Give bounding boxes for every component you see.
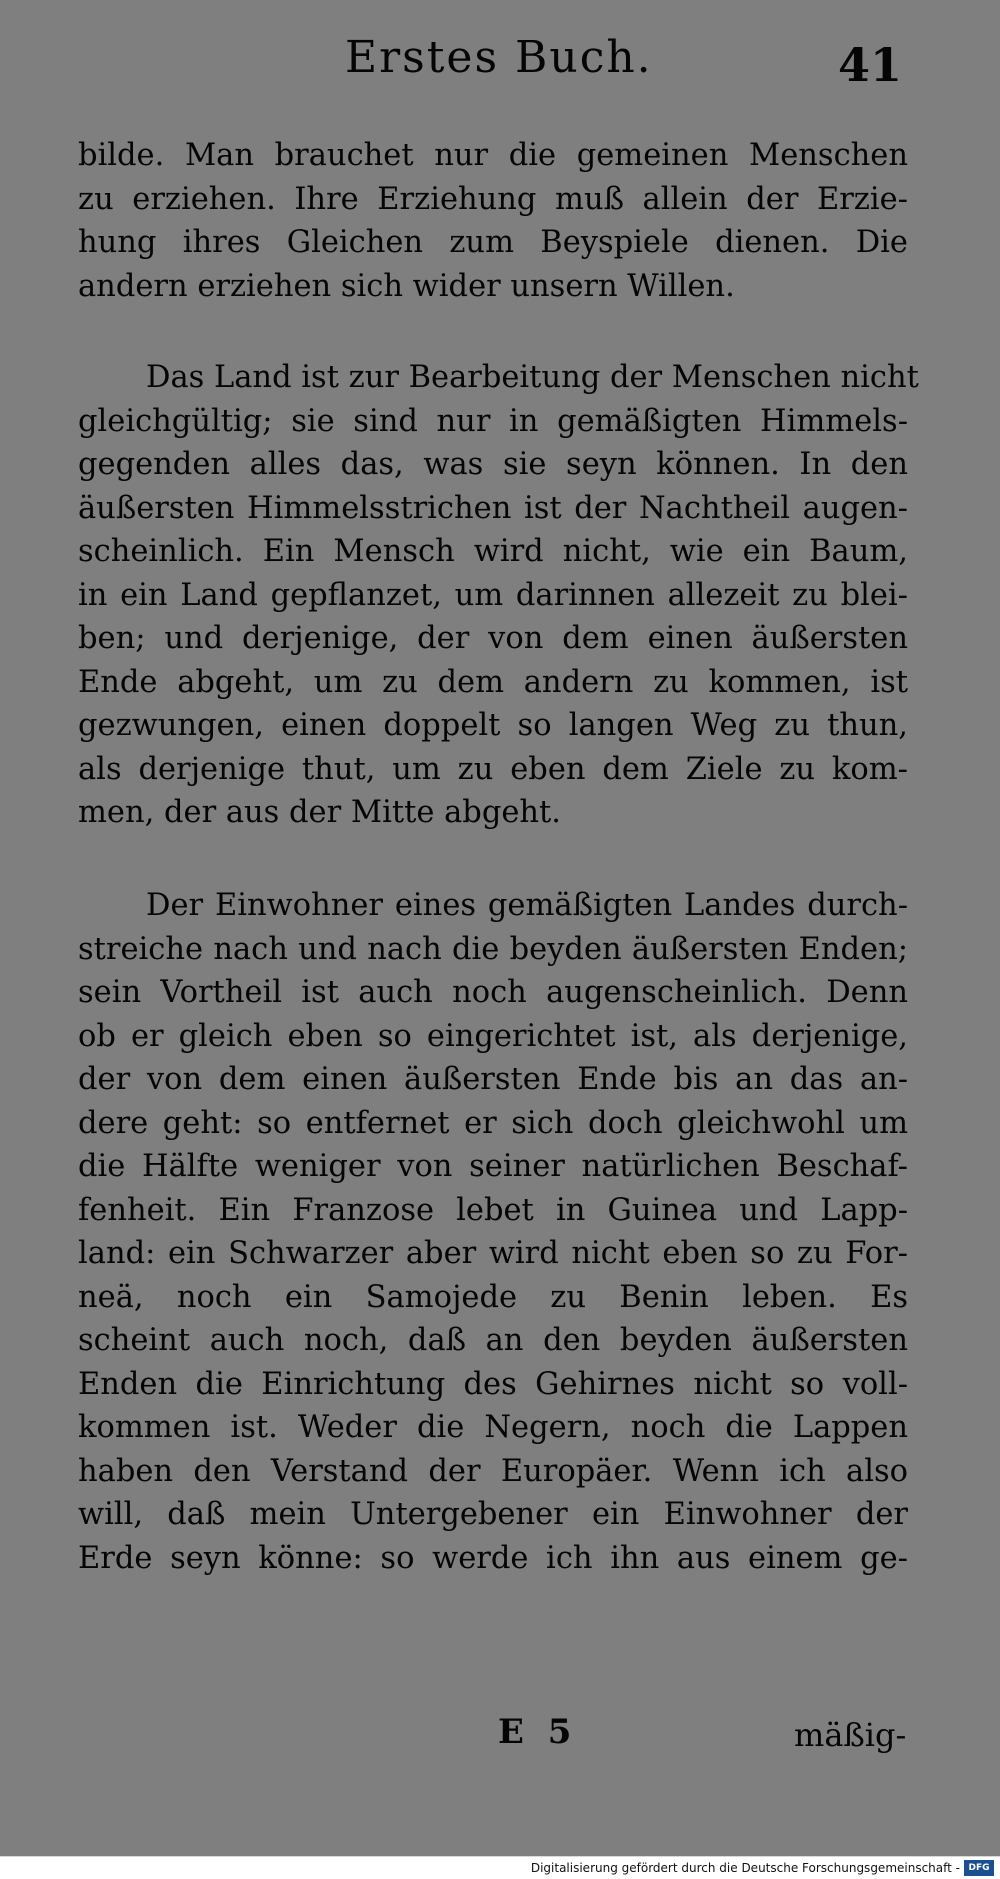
text-line: ben; und derjenige, der von dem einen äußersten — [78, 621, 908, 656]
catchword: mäßig- — [794, 1716, 907, 1754]
text-line: in ein Land gepflanzet, um darinnen allezeit zu blei- — [78, 577, 908, 613]
paragraph-3 — [78, 884, 908, 1580]
signature-mark: E 5 — [498, 1712, 578, 1752]
page-number: 41 — [838, 38, 903, 92]
text-line: land: ein Schwarzer aber wird nicht eben so zu For- — [78, 1236, 908, 1271]
text-line: dere geht: so entfernet er sich doch gleichwohl um — [78, 1105, 908, 1141]
text-line: fenheit. Ein Franzose lebet in Guinea und Lapp- — [78, 1192, 908, 1228]
text-line: gezwungen, einen doppelt so langen Weg zu thun, — [78, 708, 908, 743]
text-line: gleichgültig; sie sind nur in gemäßigten Himmels- — [78, 403, 908, 439]
text-line: als derjenige thut, um zu eben dem Ziele zu kom- — [78, 751, 908, 787]
text-line: scheint auch noch, daß an den beyden äußersten — [78, 1323, 908, 1358]
text-line: streiche nach und nach die beyden äußersten Enden; — [78, 931, 908, 967]
text-line: andern erziehen sich wider unsern Willen. — [78, 268, 735, 304]
text-line: zu erziehen. Ihre Erziehung muß allein der Erzie- — [78, 181, 908, 217]
text-line: men, der aus der Mitte abgeht. — [78, 795, 561, 830]
text-line: der von dem einen äußersten Ende bis an das an- — [78, 1062, 908, 1097]
text-line: Der Einwohner eines gemäßigten Landes durch- — [146, 888, 908, 923]
text-line: Ende abgeht, um zu dem andern zu kommen, ist — [78, 664, 908, 700]
text-line: haben den Verstand der Europäer. Wenn ich also — [78, 1453, 908, 1489]
text-line: will, daß mein Untergebener ein Einwohner der — [78, 1497, 908, 1532]
text-line: Erde seyn könne: so werde ich ihn aus einem ge- — [78, 1540, 908, 1576]
text-line: hung ihres Gleichen zum Beyspiele dienen. Die — [78, 225, 908, 260]
dfg-logo: DFG — [964, 1860, 994, 1876]
running-head: Erstes Buch. — [345, 32, 653, 83]
text-line: die Hälfte weniger von seiner natürlichen Beschaf- — [78, 1149, 908, 1184]
text-line: Enden die Einrichtung des Gehirnes nicht so voll- — [78, 1366, 908, 1402]
text-line: gegenden alles das, was sie seyn können. In den — [78, 447, 908, 482]
text-line: Das Land ist zur Bearbeitung der Menschen nicht — [146, 360, 919, 395]
paragraph-1 — [78, 134, 908, 308]
text-line: ob er gleich eben so eingerichtet ist, als derjenige, — [78, 1018, 908, 1054]
text-line: kommen ist. Weder die Negern, noch die Lappen — [78, 1410, 908, 1445]
paragraph-2 — [78, 356, 919, 835]
text-line: scheinlich. Ein Mensch wird nicht, wie ein Baum, — [78, 534, 908, 569]
digitization-footer — [0, 1856, 1000, 1879]
text-line: neä, noch ein Samojede zu Benin leben. Es — [78, 1279, 908, 1315]
text-line: bilde. Man brauchet nur die gemeinen Menschen — [78, 138, 908, 173]
funding-credit: Digitalisierung gefördert durch die Deutsche Forschungsgemeinschaft - — [530, 1861, 960, 1875]
text-line: sein Vortheil ist auch noch augenscheinlich. Denn — [78, 975, 908, 1010]
text-line: äußersten Himmelsstrichen ist der Nachtheil augen- — [78, 490, 908, 526]
